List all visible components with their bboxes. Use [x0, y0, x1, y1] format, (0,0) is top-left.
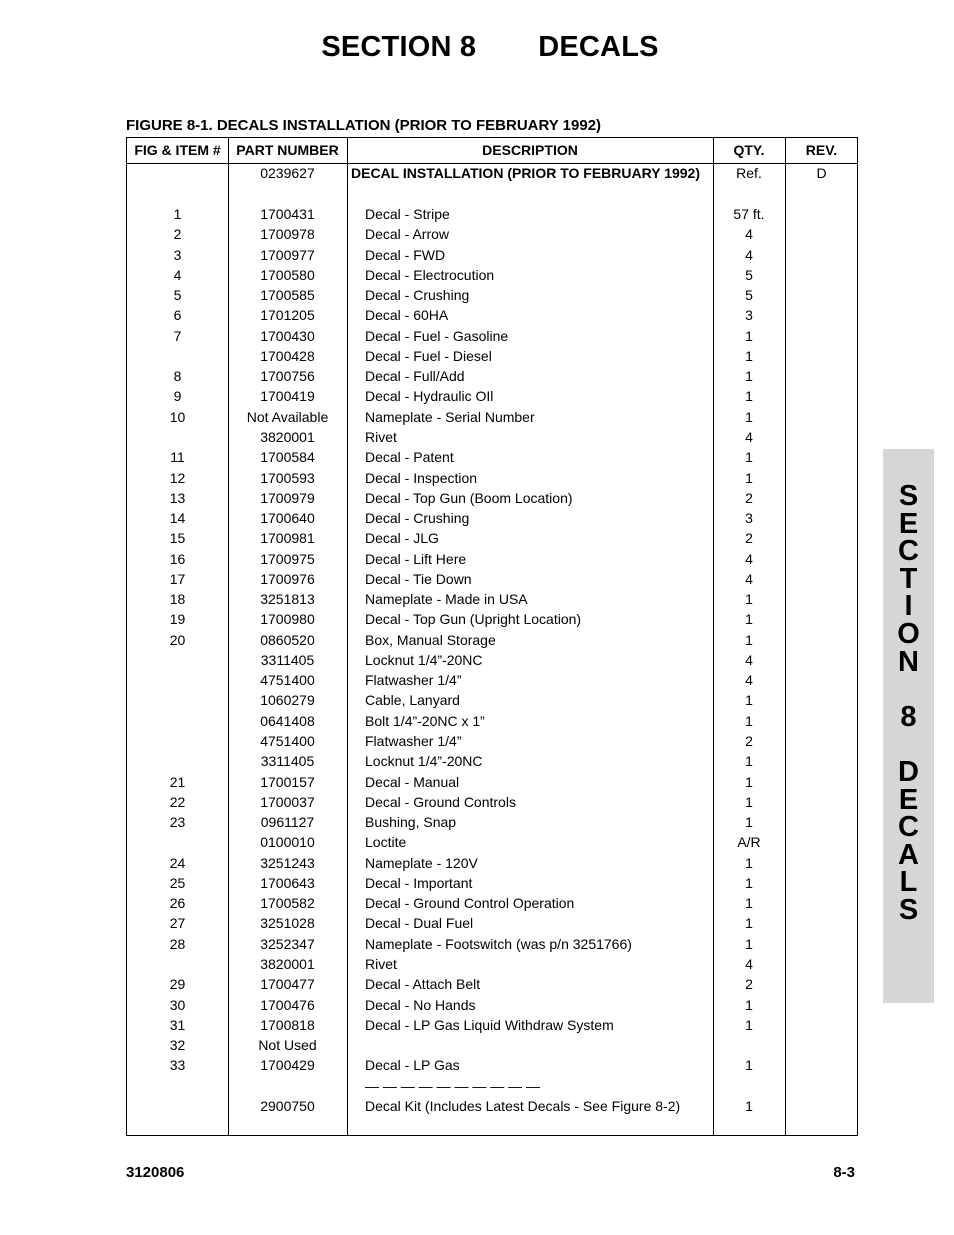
cell-qty: 4 [745, 226, 753, 243]
cell-description: Decal - Ground Controls [365, 793, 516, 810]
cell-description: Decal - Electrocution [365, 266, 495, 283]
cell-description: Flatwasher 1/4” [365, 733, 462, 750]
cell-description: DECAL INSTALLATION (PRIOR TO FEBRUARY 1992) [351, 165, 700, 181]
side-tab-letter: D [898, 755, 919, 788]
cell-description: Rivet [365, 428, 397, 445]
cell-qty: 1 [745, 874, 753, 891]
cell-fig-item: 5 [173, 287, 182, 304]
cell-part-number: 3820001 [260, 428, 315, 445]
cell-qty: 2 [745, 976, 753, 993]
cell-description: Locknut 1/4”-20NC [365, 651, 483, 668]
cell-qty: 4 [745, 651, 753, 668]
cell-fig-item: 27 [169, 915, 186, 932]
cell-fig-item: 28 [169, 935, 186, 952]
cell-fig-item: 6 [173, 307, 182, 324]
cell-fig-item: 23 [169, 814, 186, 831]
cell-description: Bushing, Snap [365, 814, 457, 831]
side-tab-letters [883, 480, 934, 926]
cell-qty: 5 [745, 287, 753, 304]
cell-qty: Ref. [736, 165, 762, 181]
cell-part-number: 3251813 [260, 591, 315, 608]
cell-fig-item: 19 [169, 611, 186, 628]
cell-fig-item: 4 [173, 266, 182, 283]
side-tab-letter: E [898, 783, 919, 816]
cell-qty: 4 [745, 428, 753, 445]
cell-fig-item: 15 [169, 530, 186, 547]
cell-part-number: 1700431 [260, 206, 315, 222]
cell-part-number: 3820001 [260, 955, 315, 972]
cell-description: Flatwasher 1/4” [365, 672, 462, 689]
side-tab-letter: C [898, 811, 919, 844]
cell-part-number: 4751400 [260, 733, 315, 750]
cell-qty: 1 [745, 692, 753, 709]
cell-qty: 4 [745, 570, 753, 587]
cell-part-number: 3311405 [260, 651, 315, 668]
cell-qty: 1 [745, 895, 753, 912]
cell-qty: 1 [745, 814, 753, 831]
cell-qty: 2 [745, 489, 753, 506]
cell-qty: 4 [745, 955, 753, 972]
cell-part-number: 1700428 [260, 347, 315, 364]
cell-part-number: 3251028 [260, 915, 315, 932]
section-side-tab [883, 449, 934, 1003]
cell-part-number: 1700593 [260, 469, 315, 486]
cell-qty: 1 [745, 388, 753, 405]
cell-qty: 1 [745, 793, 753, 810]
cell-part-number: 1700643 [260, 874, 315, 891]
cell-qty: 3 [745, 307, 753, 324]
cell-qty: 1 [745, 449, 753, 466]
side-tab-letter [883, 731, 934, 759]
cell-part-number: 1700430 [260, 327, 315, 344]
cell-qty: 1 [745, 854, 753, 871]
cell-qty: 1 [745, 753, 753, 770]
cell-fig-item: 21 [169, 773, 186, 790]
cell-qty: 1 [745, 631, 753, 648]
cell-qty: 1 [745, 368, 753, 385]
document-number: 3120806 [126, 1164, 185, 1181]
cell-part-number: 1060279 [260, 692, 315, 709]
section-title [0, 31, 954, 64]
cell-description: Decal - No Hands [365, 996, 476, 1013]
cell-description: Decal - Hydraulic OIl [365, 388, 494, 405]
cell-part-number: 1700157 [260, 773, 315, 790]
cell-qty: 4 [745, 550, 753, 567]
cell-part-number: 1700981 [260, 530, 315, 547]
header-qty: QTY. [733, 142, 765, 158]
cell-qty: 3 [745, 510, 753, 527]
cell-qty: 1 [745, 935, 753, 952]
cell-description: Locknut 1/4”-20NC [365, 753, 483, 770]
cell-fig-item: 24 [169, 854, 186, 871]
cell-qty: 1 [745, 1097, 753, 1114]
cell-description: Nameplate - Made in USA [365, 591, 528, 608]
cell-qty: 2 [745, 733, 753, 750]
side-tab-letter: S [898, 893, 919, 926]
cell-description: Decal Kit (Includes Latest Decals - See Figure 8-2) [365, 1097, 681, 1114]
side-tab-letter: C [898, 535, 919, 568]
side-tab-letter: S [898, 480, 919, 512]
cell-qty: 1 [745, 773, 753, 790]
cell-fig-item: 18 [169, 591, 186, 608]
cell-description: Decal - Tie Down [365, 570, 472, 587]
cell-qty: 57 ft. [733, 206, 765, 222]
side-tab-letter: T [899, 562, 918, 595]
page-number: 8-3 [833, 1164, 855, 1181]
cell-qty: 1 [745, 347, 753, 364]
cell-fig-item: 10 [169, 408, 186, 425]
section-name: DECALS [538, 31, 659, 63]
column-divider [785, 138, 786, 1135]
cell-qty: 1 [745, 611, 753, 628]
cell-part-number: 1700980 [260, 611, 315, 628]
cell-qty: 4 [745, 246, 753, 263]
cell-description: Decal - Fuel - Diesel [365, 347, 492, 364]
cell-qty: 1 [745, 408, 753, 425]
header-divider [127, 163, 857, 164]
cell-fig-item: 7 [173, 327, 182, 344]
cell-fig-item: 17 [169, 570, 186, 587]
cell-part-number: 1700584 [260, 449, 315, 466]
cell-fig-item: 16 [169, 550, 186, 567]
cell-description: Decal - LP Gas [365, 1057, 460, 1074]
side-tab-letter [883, 676, 934, 704]
side-tab-letter: E [898, 507, 919, 540]
cell-qty: 1 [745, 996, 753, 1013]
cell-part-number: 3252347 [260, 935, 315, 952]
cell-qty: 1 [745, 712, 753, 729]
cell-part-number: 2900750 [260, 1097, 315, 1114]
cell-fig-item: 14 [169, 510, 186, 527]
cell-description: Decal - Fuel - Gasoline [365, 327, 509, 344]
cell-part-number: 3251243 [260, 854, 315, 871]
cell-part-number: 0961127 [260, 814, 315, 831]
side-tab-letter: L [899, 866, 918, 899]
side-tab-letter: 8 [900, 700, 917, 733]
cell-description: Decal - Lift Here [365, 550, 467, 567]
cell-part-number: 1700585 [260, 287, 315, 304]
cell-description: Decal - Stripe [365, 206, 450, 222]
cell-description: Decal - Attach Belt [365, 976, 481, 993]
cell-fig-item: 31 [169, 1016, 186, 1033]
cell-description: Decal - Dual Fuel [365, 915, 474, 932]
cell-fig-item: 9 [173, 388, 182, 405]
cell-description: Decal - Top Gun (Boom Location) [365, 489, 573, 506]
cell-qty: 1 [745, 469, 753, 486]
cell-qty: 1 [745, 915, 753, 932]
cell-fig-item: 22 [169, 793, 186, 810]
side-tab-letter: O [897, 617, 920, 650]
cell-qty: 2 [745, 530, 753, 547]
cell-description: Decal - Ground Control Operation [365, 895, 575, 912]
side-tab-letter: A [898, 838, 919, 871]
cell-description: Box, Manual Storage [365, 631, 496, 648]
cell-fig-item: 29 [169, 976, 186, 993]
cell-description: Decal - Arrow [365, 226, 450, 243]
cell-description: Decal - Important [365, 874, 473, 891]
cell-description: Decal - 60HA [365, 307, 449, 324]
cell-description: Nameplate - 120V [365, 854, 478, 871]
cell-qty: A/R [737, 834, 761, 851]
cell-part-number: 1700037 [260, 793, 315, 810]
cell-qty: 1 [745, 327, 753, 344]
cell-part-number: 1700756 [260, 368, 315, 385]
cell-fig-item: 11 [170, 449, 185, 466]
cell-description: Decal - Crushing [365, 510, 470, 527]
cell-description: Decal - LP Gas Liquid Withdraw System [365, 1016, 614, 1033]
cell-qty: 1 [745, 591, 753, 608]
cell-fig-item: 30 [169, 996, 186, 1013]
cell-fig-item: 3 [173, 246, 182, 263]
cell-description: Loctite [365, 834, 407, 851]
cell-fig-item: 33 [169, 1057, 186, 1074]
cell-fig-item: 13 [169, 489, 186, 506]
cell-part-number: 0239627 [260, 165, 315, 181]
cell-part-number: 3311405 [260, 753, 315, 770]
cell-qty: 4 [745, 672, 753, 689]
cell-fig-item: 2 [173, 226, 182, 243]
header-fig-item: FIG & ITEM # [134, 142, 221, 158]
cell-description: Nameplate - Footswitch (was p/n 3251766) [365, 935, 632, 952]
cell-part-number: 1700419 [260, 388, 315, 405]
cell-description: Decal - Patent [365, 449, 454, 466]
side-tab-letter: N [898, 645, 919, 678]
cell-part-number: 0641408 [260, 712, 315, 729]
cell-part-number: 1700976 [260, 570, 315, 587]
cell-description: Decal - Inspection [365, 469, 478, 486]
header-part-number: PART NUMBER [236, 142, 339, 158]
cell-part-number: Not Available [246, 408, 329, 425]
cell-rev: D [816, 165, 827, 181]
cell-qty: 1 [745, 1016, 753, 1033]
cell-part-number: 1700429 [260, 1057, 315, 1074]
cell-part-number: 4751400 [260, 672, 315, 689]
cell-part-number: 1700640 [260, 510, 315, 527]
cell-description: Decal - FWD [365, 246, 446, 263]
cell-description: Decal - Top Gun (Upright Location) [365, 611, 582, 628]
cell-part-number: 1700580 [260, 266, 315, 283]
side-tab-letter: I [904, 590, 913, 623]
cell-fig-item: 8 [173, 368, 182, 385]
cell-part-number: 1700582 [260, 895, 315, 912]
cell-description: Rivet [365, 955, 397, 972]
cell-part-number: 1700979 [260, 489, 315, 506]
cell-part-number: 0860520 [260, 631, 315, 648]
cell-part-number: 0100010 [260, 834, 315, 851]
cell-description: Decal - Full/Add [365, 368, 465, 385]
cell-description: Nameplate - Serial Number [365, 408, 535, 425]
cell-description: Decal - JLG [365, 530, 439, 547]
cell-part-number: 1700977 [260, 246, 315, 263]
cell-description: Decal - Manual [365, 773, 460, 790]
cell-description: Cable, Lanyard [365, 692, 460, 709]
cell-fig-item: 26 [169, 895, 186, 912]
cell-part-number: Not Used [258, 1037, 317, 1054]
section-number: SECTION 8 [321, 31, 477, 63]
cell-part-number: 1700975 [260, 550, 315, 567]
cell-fig-item: 32 [169, 1037, 186, 1054]
cell-part-number: 1700477 [260, 976, 315, 993]
cell-part-number: 1701205 [260, 307, 315, 324]
cell-fig-item: 20 [169, 631, 186, 648]
cell-description: Decal - Crushing [365, 287, 470, 304]
header-description: DESCRIPTION [482, 142, 578, 158]
cell-part-number: 1700818 [260, 1016, 315, 1033]
cell-qty: 1 [745, 1057, 753, 1074]
cell-fig-item: 1 [173, 206, 182, 222]
parts-table [126, 137, 858, 1136]
cell-part-number: 1700978 [260, 226, 315, 243]
header-rev: REV. [805, 142, 838, 158]
cell-qty: 5 [745, 266, 753, 283]
cell-part-number: 1700476 [260, 996, 315, 1013]
cell-fig-item: 25 [169, 874, 186, 891]
figure-title: FIGURE 8-1. DECALS INSTALLATION (PRIOR TO FEBRUARY 1992) [126, 117, 602, 134]
cell-description: Bolt 1/4”-20NC x 1” [365, 712, 485, 729]
cell-description: — — — — — — — — — — [365, 1077, 541, 1094]
cell-fig-item: 12 [169, 469, 186, 486]
